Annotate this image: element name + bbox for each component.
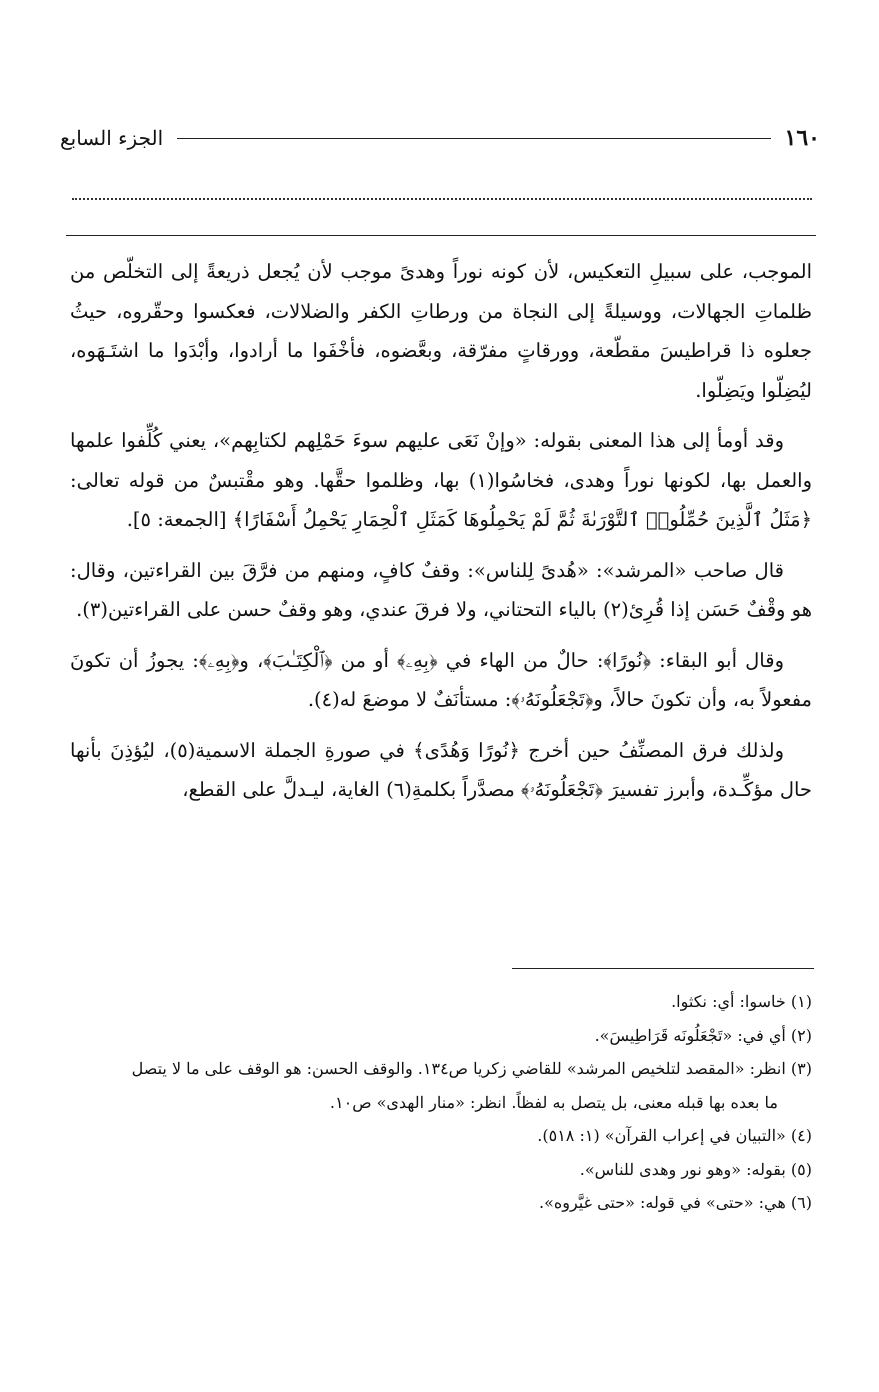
footnote bbox=[70, 985, 812, 1019]
footnote-text: أي في: «تَجْعَلُونَه قَرَاطِيسَ». bbox=[594, 1025, 786, 1045]
footnote-text: هي: «حتى» في قوله: «حتى غيَّروه». bbox=[538, 1193, 786, 1212]
header-rule bbox=[177, 138, 770, 139]
page-number: ١٦٠ bbox=[784, 125, 820, 151]
footnote-text: انظر: «المقصد لتلخيص المرشد» للقاضي زكريا ص١٣٤. والوقف الحسن: هو الوقف على ما لا يتصل bbox=[131, 1059, 786, 1078]
running-header bbox=[60, 120, 820, 156]
footnote bbox=[70, 1052, 812, 1086]
footnote-separator bbox=[512, 968, 814, 969]
paragraph: قال صاحب «المرشد»: «هُدىً لِلناس»: وقفٌ كافٍ، ومنهم من فرَّقَ بين القراءتين، وقال: هو وقْفٌ حَسَن إذا قُرِئ(٢) بالياء التحتاني، ولا فرقَ عندي، وهو وقفٌ حسن على القراءتين(٣). bbox=[70, 558, 812, 621]
footnotes bbox=[70, 985, 812, 1220]
footnote-label: (٤) bbox=[790, 1126, 812, 1145]
footnote bbox=[70, 1186, 812, 1220]
dotted-separator bbox=[72, 198, 812, 200]
paragraph: ولذلك فرق المصنِّفُ حين أخرج ﴿نُورًا وَهُدًى﴾ في صورةِ الجملة الاسمية(٥)، ليُؤذِنَ بأنها حال مؤكِّـدة، وأبرز تفسيرَ ﴿تَجْعَلُونَهُۥ﴾ مصدَّراً بكلمةِ(٦) الغاية، ليـدلَّ على القطع، bbox=[70, 738, 812, 801]
footnote-text: خاسوا: أي: نكثوا. bbox=[671, 992, 786, 1011]
footnote-label: (٣) bbox=[790, 1059, 812, 1078]
footnote-text: «التبيان في إعراب القرآن» (١: ٥١٨). bbox=[537, 1126, 786, 1145]
paragraph: وقد أومأ إلى هذا المعنى بقوله: «وإنْ نَعَى عليهم سوءَ حَمْلِهم لكتابِهم»، يعني كُلِّفوا علمها والعمل بها، لكونها نوراً وهدى، فخاسُوا(١) بها، وظلموا حقَّها. وهو مقْتبسٌ من قوله تعالى: ﴿مَثَلُ ٱلَّذِينَ حُمِّلُوا۟ ٱلتَّوْرَىٰةَ ثُمَّ لَمْ يَحْمِلُوهَا كَمَثَلِ ٱلْحِمَارِ يَحْمِلُ أَسْفَارًا﴾ [الجمعة: ٥]. bbox=[70, 429, 812, 531]
footnote-continuation: ما بعده بها قبله معنى، بل يتصل به لفظاً. انظر: «منار الهدى» ص١٠. bbox=[329, 1092, 778, 1112]
footnote-label: (١) bbox=[790, 992, 812, 1011]
part-title: الجزء السابع bbox=[60, 126, 164, 150]
paragraph: الموجب، على سبيلِ التعكيس، لأن كونه نوراً وهدىً موجب لأن يُجعل ذريعةً إلى التخلّص من ظلماتِ الجهالات، ووسيلةً إلى النجاة من ورطاتِ الكفر والضلالات، فعكسوا وحقّروه، حيثُ جعلوه ذا قراطيسَ مقطّعة، وورقاتٍ مفرّقة، وبعَّضوه، فأخْفَوا ما أرادوا، وأبْدَوا ما اشتَـهَوه، ليُضِلّوا ويَضِلّوا. bbox=[70, 260, 812, 402]
footnote-label: (٦) bbox=[790, 1193, 812, 1212]
top-rule bbox=[66, 235, 816, 236]
footnote bbox=[70, 1019, 812, 1053]
paragraph: وقال أبو البقاء: ﴿نُورًا﴾: حالٌ من الهاء في ﴿بِهِۦ﴾ أو من ﴿ٱلْكِتَـٰبَ﴾، و﴿بِهِۦ﴾: يجوزُ أن تكونَ مفعولاً به، وأن تكونَ حالاً، و﴿تَجْعَلُونَهُۥ﴾: مستأنَفٌ لا موضعَ له(٤). bbox=[70, 648, 812, 711]
main-text bbox=[70, 252, 812, 821]
footnote bbox=[70, 1119, 812, 1153]
footnote-label: (٢) bbox=[790, 1025, 812, 1045]
footnote-label: (٥) bbox=[790, 1159, 812, 1179]
footnote bbox=[70, 1153, 812, 1187]
footnote-text: بقوله: «وهو نور وهدى للناس». bbox=[579, 1159, 786, 1179]
